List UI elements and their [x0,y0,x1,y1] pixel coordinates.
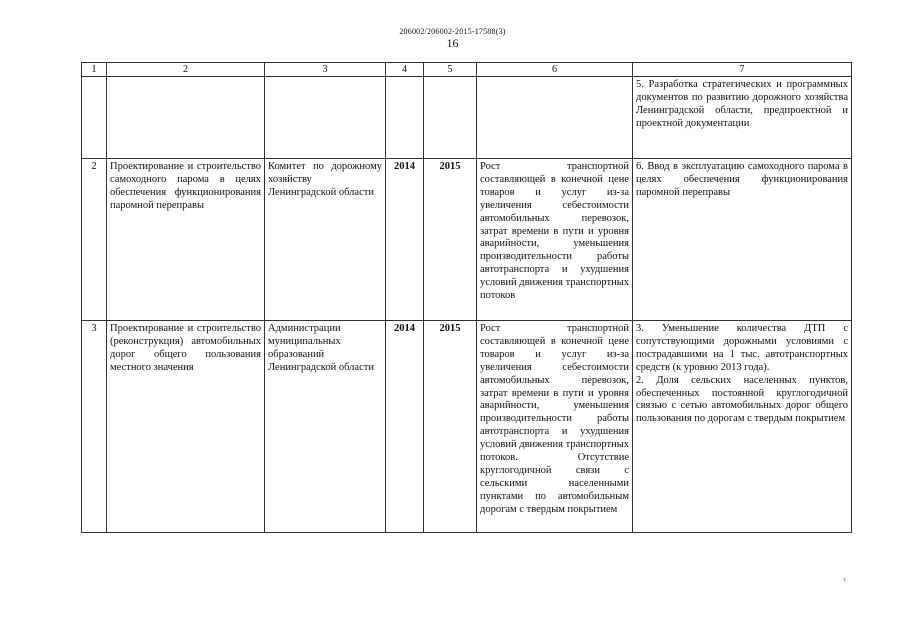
start-year: 2014 [386,321,424,533]
reasons [477,77,633,159]
activity-name [107,77,265,159]
executor: Комитет по дорожному хозяйству Ленинградской области [265,159,386,321]
reasons: Рост транспортной составляющей в конечной цене товаров и услуг из-за увеличения себестоимости автомобильных перевозок, затрат времени в пути и уровня аварийности, уменьшения производительности работы автотранспорта и ухудшения условий движения транспортных потоков. Отсутствие круглогодичной связи с сельскими населенными пунктами по автомобильным дорогам с твердым покрытием [477,321,633,533]
end-year: 2015 [424,159,477,321]
column-header: 2 [107,63,265,77]
column-header: 5 [424,63,477,77]
table-row [82,159,852,321]
program-table [81,62,852,533]
executor: Администрации муниципальных образований Ленинградской области [265,321,386,533]
indicators: 3. Уменьшение количества ДТП с сопутствующими дорожными условиями с пострадавшими на 1 тыс. автотранспортных средств (к уровню 2013 года). 2. Доля сельских населенных пунктов, обеспеченных постоянной круглогодичной связью с сетью автомобильных дорог общего пользования по дорогам с твердым покрытием [633,321,852,533]
end-year: 2015 [424,321,477,533]
row-number [82,77,107,159]
column-header: 1 [82,63,107,77]
table-row [82,77,852,159]
column-header: 3 [265,63,386,77]
activity-name: Проектирование и строительство (реконструкция) автомобильных дорог общего пользования местного значения [107,321,265,533]
document-id: 206002/206002-2015-17588(3) [399,27,506,36]
table-header-row [82,63,852,77]
executor [265,77,386,159]
column-header: 6 [477,63,633,77]
start-year: 2014 [386,159,424,321]
indicators: 6. Ввод в эксплуатацию самоходного парома в целях обеспечения функционирования паромной переправы [633,159,852,321]
row-number: 2 [82,159,107,321]
reasons: Рост транспортной составляющей в конечной цене товаров и услуг из-за увеличения себестоимости автомобильных перевозок, затрат времени в пути и уровня аварийности, уменьшения производительности работы автотранспорта и ухудшения условий движения транспортных потоков [477,159,633,321]
activity-name: Проектирование и строительство самоходного парома в целях обеспечения функционирования паромной переправы [107,159,265,321]
column-header: 4 [386,63,424,77]
row-number: 3 [82,321,107,533]
scan-mark: ‹ [843,574,847,585]
page-number: 16 [446,36,459,50]
column-header: 7 [633,63,852,77]
start-year [386,77,424,159]
table-row [82,321,852,533]
indicators: 5. Разработка стратегических и программных документов по развитию дорожного хозяйства Ленинградской области, предпроектной и проектной документации [633,77,852,159]
end-year [424,77,477,159]
